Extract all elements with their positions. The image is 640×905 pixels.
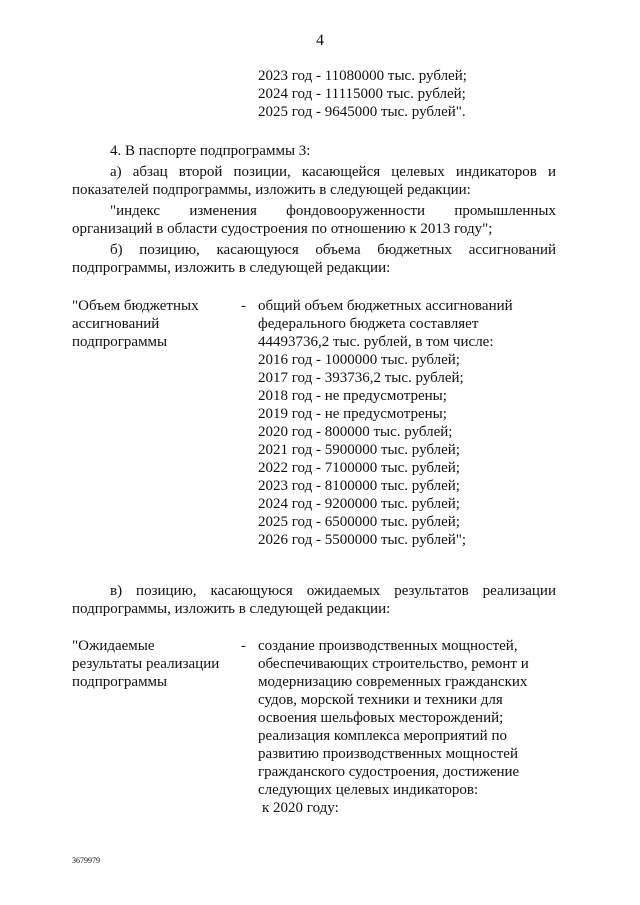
results-dash: - — [241, 638, 246, 654]
prev-line: 2025 год - 9645000 тыс. рублей". — [258, 104, 466, 120]
budget-label-line: подпрограммы — [72, 334, 168, 350]
paragraph-v-line: в) позицию, касающуюся ожидаемых результатов реализации — [110, 583, 556, 599]
budget-label-line: ассигнований — [72, 316, 160, 332]
budget-value-line: федерального бюджета составляет — [258, 316, 479, 332]
budget-value-line: 2025 год - 6500000 тыс. рублей; — [258, 514, 460, 530]
footer-code: 3679979 — [72, 856, 100, 865]
results-label-line: "Ожидаемые — [72, 638, 155, 654]
results-value-line: освоения шельфовых месторождений; — [258, 710, 504, 726]
results-label-line: результаты реализации — [72, 656, 220, 672]
budget-value-line: 44493736,2 тыс. рублей, в том числе: — [258, 334, 494, 350]
paragraph-v-line: подпрограммы, изложить в следующей редакции: — [72, 601, 391, 617]
budget-value-line: 2023 год - 8100000 тыс. рублей; — [258, 478, 460, 494]
paragraph-a-line: показателей подпрограммы, изложить в следующей редакции: — [72, 182, 471, 198]
results-value-line: создание производственных мощностей, — [258, 638, 518, 654]
budget-value-line: 2016 год - 1000000 тыс. рублей; — [258, 352, 460, 368]
budget-value-line: 2018 год - не предусмотрены; — [258, 388, 447, 404]
paragraph-a-line: а) абзац второй позиции, касающейся целевых индикаторов и — [110, 164, 556, 180]
prev-line: 2024 год - 11115000 тыс. рублей; — [258, 86, 466, 102]
budget-label-line: "Объем бюджетных — [72, 298, 199, 314]
results-tail-line: к 2020 году: — [262, 800, 339, 816]
results-value-line: модернизацию современных гражданских — [258, 674, 528, 690]
budget-dash: - — [241, 298, 246, 314]
budget-value-line: 2021 год - 5900000 тыс. рублей; — [258, 442, 460, 458]
quote-line: "индекс изменения фондовооруженности промышленных — [110, 203, 556, 219]
results-value-line: следующих целевых индикаторов: — [258, 782, 479, 798]
results-label-line: подпрограммы — [72, 674, 168, 690]
budget-value-line: 2019 год - не предусмотрены; — [258, 406, 447, 422]
paragraph-b-line: б) позицию, касающуюся объема бюджетных ассигнований — [110, 242, 556, 258]
quote-line: организаций в области судостроения по отношению к 2013 году"; — [72, 221, 493, 237]
budget-value-line: 2017 год - 393736,2 тыс. рублей; — [258, 370, 464, 386]
budget-value-line: 2022 год - 7100000 тыс. рублей; — [258, 460, 460, 476]
budget-value-line: 2026 год - 5500000 тыс. рублей"; — [258, 532, 467, 548]
results-value-line: обеспечивающих строительство, ремонт и — [258, 656, 529, 672]
budget-value-line: 2024 год - 9200000 тыс. рублей; — [258, 496, 460, 512]
item-4-title: 4. В паспорте подпрограммы 3: — [110, 143, 311, 159]
prev-line: 2023 год - 11080000 тыс. рублей; — [258, 68, 467, 84]
paragraph-b-line: подпрограммы, изложить в следующей редакции: — [72, 260, 391, 276]
page-number: 4 — [316, 32, 324, 49]
results-value-line: гражданского судостроения, достижение — [258, 764, 520, 780]
budget-value-line: 2020 год - 800000 тыс. рублей; — [258, 424, 453, 440]
results-value-line: судов, морской техники и техники для — [258, 692, 503, 708]
results-value-line: развитию производственных мощностей — [258, 746, 518, 762]
budget-value-line: общий объем бюджетных ассигнований — [258, 298, 513, 314]
results-value-line: реализация комплекса мероприятий по — [258, 728, 507, 744]
